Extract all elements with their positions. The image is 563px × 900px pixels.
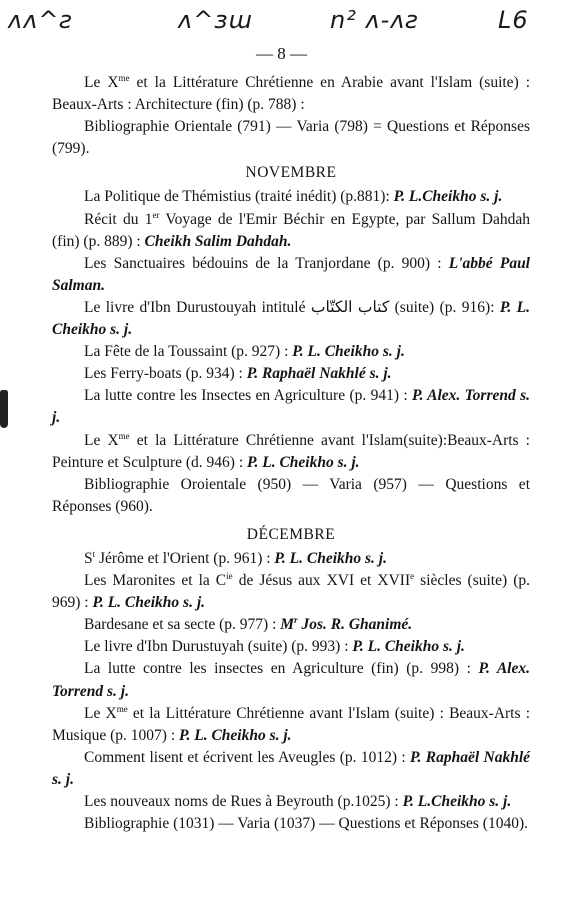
toc-entry: La lutte contre les Insectes en Agriculture (p. 941) : P. Alex. Torrend s. j. <box>52 387 530 427</box>
section-title-novembre: NOVEMBRE <box>245 164 337 182</box>
toc-entry: Bibliographie (1031) — Varia (1037) — Questions et Réponses (1040). <box>84 815 528 833</box>
page-number: — 8 — <box>256 44 307 63</box>
toc-entry: Les Maronites et la $C^{ie}$ de Jésus aux XVI et XVIIe siècles (suite) (p. 969) : P. L. Cheikho s. j. <box>52 571 530 612</box>
author: P. Alex. Torrend s. j. <box>52 660 530 700</box>
author: P. L. Cheikho s. j. <box>247 453 360 471</box>
handwritten-note-left: ʌʌ^ƨ <box>8 6 74 34</box>
toc-entry: $S^t$ Jérôme et l'Orient (p. 961) : P. L. Cheikho s. j. <box>84 548 387 567</box>
author: P. L.Cheikho s. j. <box>402 793 512 810</box>
toc-entry: Le $X^{me}$ et la Littérature Chrétienne avant l'Islam(suite):Beaux-Arts : Peinture et Sculpture (d. 946) : P. L. Cheikho s. j. <box>52 430 530 471</box>
toc-entry: Le livre d'Ibn Durustouyah intitulé كتاب الكتّاب (suite) (p. 916): P. L. Cheikho s. j. <box>52 298 530 339</box>
table-of-contents <box>52 72 530 835</box>
author: P. L. Cheikho s. j. <box>292 343 405 361</box>
toc-entry: La Fête de la Toussaint (p. 927) : P. L. Cheikho s. j. <box>84 343 405 361</box>
toc-entry: La Politique de Thémistius (traité inédit) (p.881): P. L.Cheikho s. j. <box>84 188 503 206</box>
author: P. Raphaël Nakhlé s. j. <box>246 365 392 383</box>
toc-entry: Récit du 1er Voyage de l'Emir Béchir en Egypte, par Sallum Dahdah (fin) (p. 889) : Cheikh Salim Dahdah. <box>52 209 530 250</box>
toc-entry: Bibliographie Orientale (791) — Varia (798) = Questions et Réponses (799). <box>52 118 530 158</box>
toc-entry: Les Ferry-boats (p. 934) : P. Raphaël Nakhlé s. j. <box>84 365 392 383</box>
margin-mark <box>0 390 8 428</box>
toc-entry: Bardesane et sa secte (p. 977) : $M^r$ Jos. R. Ghanimé. <box>84 615 413 634</box>
author: P. L. Cheikho s. j. <box>274 549 387 567</box>
author: P. Raphaël Nakhlé s. j. <box>52 748 530 788</box>
handwritten-note-right: L6 <box>498 6 529 34</box>
author: L'abbé Paul Salman. <box>52 254 530 294</box>
section-title-decembre: DÉCEMBRE <box>246 525 336 543</box>
author: P. L. Cheikho s. j. <box>52 298 530 339</box>
toc-entry: Le $X^{me}$ et la Littérature Chrétienne avant l'Islam (suite) : Beaux-Arts : Musique (p. 1007) : P. L. Cheikho s. j. <box>52 703 530 744</box>
author: P. L. Cheikho s. j. <box>179 726 292 744</box>
toc-entry: Les Sanctuaires bédouins de la Tranjordane (p. 900) : L'abbé Paul Salman. <box>52 254 530 294</box>
handwritten-note-center: ʌ^ɜɯ <box>178 6 253 34</box>
author: M <box>280 616 295 634</box>
handwritten-note-right-center: n² ʌ-ʌƨ <box>330 6 420 34</box>
author: P. L. Cheikho s. j. <box>352 638 465 656</box>
toc-entry: Bibliographie Oroientale (950) — Varia (957) — Questions et Réponses (960). <box>52 475 530 515</box>
toc-entry: Comment lisent et écrivent les Aveugles (p. 1012) : P. Raphaël Nakhlé s. j. <box>52 748 530 788</box>
toc-entry: Le $X^{me}$ et la Littérature Chrétienne en Arabie avant l'Islam (suite) : Beaux-Arts : Architecture (fin) (p. 788) : <box>52 73 531 114</box>
toc-entry: Les nouveaux noms de Rues à Beyrouth (p.1025) : P. L.Cheikho s. j. <box>84 793 512 810</box>
author: P. Alex. Torrend s. j. <box>52 387 530 427</box>
toc-entry: Le livre d'Ibn Durustuyah (suite) (p. 993) : P. L. Cheikho s. j. <box>84 638 465 656</box>
author: Cheikh Salim Dahdah. <box>144 232 292 250</box>
toc-entry: La lutte contre les insectes en Agriculture (fin) (p. 998) : P. Alex. Torrend s. j. <box>52 660 530 700</box>
author: P. L.Cheikho s. j. <box>393 188 503 206</box>
author: P. L. Cheikho s. j. <box>92 594 206 612</box>
